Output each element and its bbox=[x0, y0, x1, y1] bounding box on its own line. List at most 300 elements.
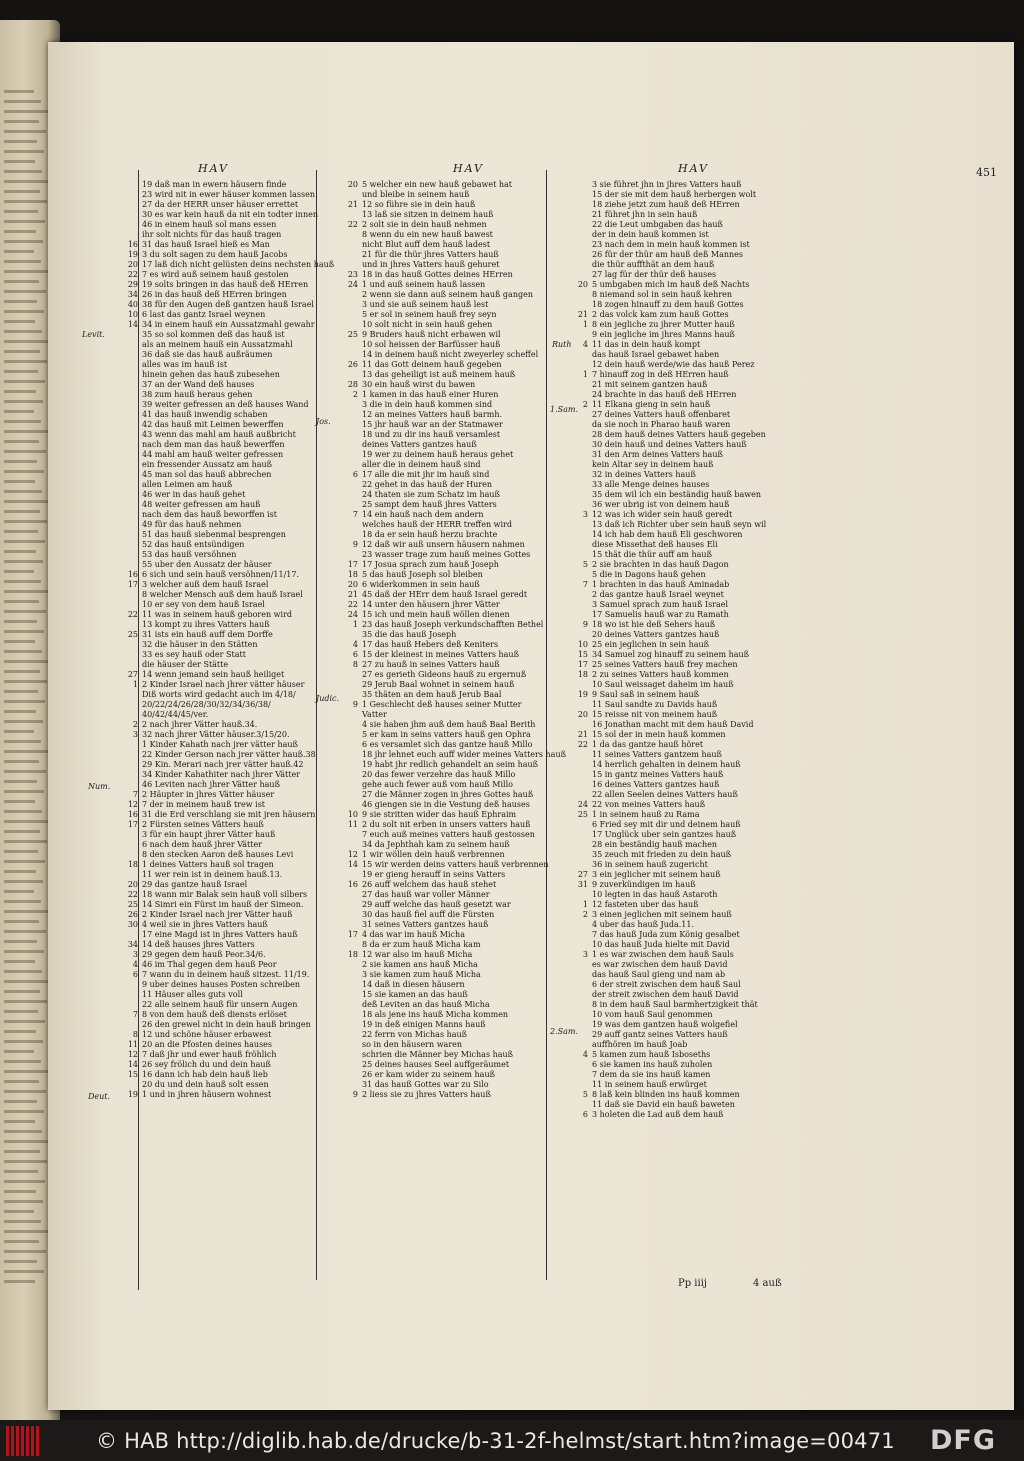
facing-page-text-line bbox=[4, 830, 40, 833]
index-entry bbox=[568, 270, 766, 280]
chapter-number: 7 bbox=[132, 1010, 138, 1019]
entry-text: 11 wer rein ist in deinem hauß.13. bbox=[142, 870, 283, 879]
entry-text: 6 sich und sein hauß versöhnen/11/17. bbox=[142, 570, 299, 579]
entry-text: 8 ein jegliche zu jhrer Mutter hauß bbox=[592, 320, 735, 329]
entry-text: 37 an der Wand deß hauses bbox=[142, 380, 255, 389]
chapter-number: 25 bbox=[347, 330, 358, 339]
facing-page-text-line bbox=[4, 1080, 39, 1083]
index-entry bbox=[338, 360, 566, 370]
index-entry bbox=[568, 860, 766, 870]
index-entry bbox=[338, 450, 566, 460]
margin-label-1sam: 1.Sam. bbox=[550, 405, 579, 414]
facing-page-text-line bbox=[4, 180, 49, 183]
entry-text: es war zwischen dem hauß David bbox=[592, 960, 728, 969]
entry-text: 15 reisse nit von meinem hauß bbox=[592, 710, 718, 719]
entry-text: 2 Kinder Israel nach jrer Vätter hauß bbox=[142, 910, 293, 919]
index-entry bbox=[568, 230, 766, 240]
index-entry bbox=[338, 770, 566, 780]
entry-text: 28 dem hauß deines Vatters hauß gegeben bbox=[592, 430, 766, 439]
index-entry bbox=[118, 860, 334, 870]
facing-page-text-line bbox=[4, 270, 48, 273]
facing-page-text-line bbox=[4, 510, 40, 513]
index-entry bbox=[338, 930, 566, 940]
facing-page-text-line bbox=[4, 1050, 34, 1053]
entry-text: 27 da der HERR unser häuser errettet bbox=[142, 200, 299, 209]
facing-page-text-line bbox=[4, 1010, 38, 1013]
footer-bar bbox=[0, 1420, 1024, 1461]
facing-page-text-line bbox=[4, 850, 38, 853]
facing-page-text-line bbox=[4, 190, 40, 193]
entry-text: 31 die Erd verschlang sie mit jren häusern bbox=[142, 810, 316, 819]
index-entry bbox=[568, 1030, 766, 1040]
entry-text: 3 für ein haupt jhrer Vätter hauß bbox=[142, 830, 276, 839]
facing-page-text-line bbox=[4, 1120, 35, 1123]
entry-text: 6 der streit zwischen dem hauß Saul bbox=[592, 980, 741, 989]
index-entry bbox=[568, 310, 766, 320]
entry-text: 35 dem wil ich ein beständig hauß bawen bbox=[592, 490, 761, 499]
chapter-number: 3 bbox=[132, 950, 138, 959]
entry-text: 6 sie kamen ins hauß zuholen bbox=[592, 1060, 713, 1069]
index-entry bbox=[118, 200, 334, 210]
entry-text: 22 alle seinem hauß für unsern Augen bbox=[142, 1000, 298, 1009]
entry-text: 32 in deines Vatters hauß bbox=[592, 470, 696, 479]
entry-text: 19 daß man in ewern häusern finde bbox=[142, 180, 287, 189]
entry-text: 10 Saul weissaget daheim im hauß bbox=[592, 680, 734, 689]
index-entry bbox=[568, 210, 766, 220]
entry-text: 3 du solt sagen zu dem hauß Jacobs bbox=[142, 250, 288, 259]
index-entry bbox=[568, 790, 766, 800]
entry-text: nach dem das hauß beworffen ist bbox=[142, 510, 277, 519]
index-entry bbox=[568, 700, 766, 710]
entry-text: 15 in gantz meines Vatters hauß bbox=[592, 770, 724, 779]
entry-text: 38 zum hauß heraus gehen bbox=[142, 390, 253, 399]
index-entry bbox=[118, 1070, 334, 1080]
chapter-number: 1 bbox=[582, 900, 588, 909]
index-entry bbox=[338, 1070, 566, 1080]
entry-text: 3 die in dein hauß kommen sind bbox=[362, 400, 493, 409]
index-entry bbox=[568, 670, 766, 680]
index-entry bbox=[338, 310, 566, 320]
chapter-number: 24 bbox=[347, 610, 358, 619]
margin-label-levit: Levit. bbox=[82, 330, 105, 339]
index-entry bbox=[338, 780, 566, 790]
index-entry bbox=[118, 450, 334, 460]
chapter-number: 26 bbox=[127, 910, 138, 919]
copyright-url[interactable]: © HAB http://diglib.hab.de/drucke/b-31-2f-helmst/start.htm?image=00471 bbox=[96, 1429, 895, 1453]
index-entry bbox=[338, 1020, 566, 1030]
facing-page-text-line bbox=[4, 1230, 48, 1233]
index-entry bbox=[568, 960, 766, 970]
index-entry bbox=[338, 1050, 566, 1060]
index-entry bbox=[568, 1100, 766, 1110]
entry-text: 8 von dem hauß deß diensts erlöset bbox=[142, 1010, 287, 1019]
chapter-number: 19 bbox=[127, 250, 138, 259]
index-entry bbox=[118, 560, 334, 570]
index-entry bbox=[118, 340, 334, 350]
index-entry bbox=[568, 680, 766, 690]
entry-text: 3 sie führet jhn in jhres Vatters hauß bbox=[592, 180, 742, 189]
entry-text: 25 deines hauses Seel auffgeräumet bbox=[362, 1060, 510, 1069]
index-entry bbox=[118, 880, 334, 890]
entry-text: der streit zwischen dem hauß David bbox=[592, 990, 739, 999]
entry-text: 2 sie brachten in das hauß Dagon bbox=[592, 560, 729, 569]
index-entry bbox=[568, 300, 766, 310]
entry-text: das hauß Saul gieng und nam ab bbox=[592, 970, 726, 979]
facing-page-text-line bbox=[4, 890, 34, 893]
index-entry bbox=[338, 320, 566, 330]
entry-text: 20 du und dein hauß solt essen bbox=[142, 1080, 269, 1089]
index-entry bbox=[568, 430, 766, 440]
facing-page-text-line bbox=[4, 1210, 34, 1213]
entry-text: 17 das hauß Hebers deß Keniters bbox=[362, 640, 499, 649]
index-entry bbox=[338, 860, 566, 870]
index-entry bbox=[568, 840, 766, 850]
facing-page-text-line bbox=[4, 300, 37, 303]
entry-text: 11 Saul sandte zu Davids hauß bbox=[592, 700, 718, 709]
entry-text: 29 auff welche das hauß gesetzt war bbox=[362, 900, 511, 909]
entry-text: 12 daß wir auß unsern häusern nahmen bbox=[362, 540, 525, 549]
facing-page-text-line bbox=[4, 900, 41, 903]
facing-page-text-line bbox=[4, 1160, 47, 1163]
index-entry bbox=[568, 390, 766, 400]
chapter-number: 25 bbox=[127, 900, 138, 909]
index-entry bbox=[118, 530, 334, 540]
facing-page-text-line bbox=[4, 410, 34, 413]
entry-text: 1 brachten in das hauß Aminadab bbox=[592, 580, 730, 589]
facing-page-text-line bbox=[4, 490, 42, 493]
facing-page-text-line bbox=[4, 370, 38, 373]
index-entry bbox=[338, 340, 566, 350]
entry-text: 1 es war zwischen dem hauß Sauls bbox=[592, 950, 734, 959]
chapter-number: 22 bbox=[127, 270, 138, 279]
chapter-number: 7 bbox=[582, 580, 588, 589]
index-entry bbox=[118, 330, 334, 340]
index-entry bbox=[568, 600, 766, 610]
facing-page-text-line bbox=[4, 990, 40, 993]
index-entry bbox=[338, 980, 566, 990]
facing-page-text-line bbox=[4, 800, 35, 803]
index-entry bbox=[118, 1050, 334, 1060]
facing-page-text-line bbox=[4, 640, 35, 643]
index-entry bbox=[118, 460, 334, 470]
entry-text: 14 unter den häusern jhrer Vätter bbox=[362, 600, 500, 609]
facing-page-text-line bbox=[4, 580, 41, 583]
folio-number: 451 bbox=[976, 166, 997, 179]
entry-text: 23 nach dem in mein hauß kommen ist bbox=[592, 240, 750, 249]
chapter-number: 5 bbox=[582, 1090, 588, 1099]
entry-text: 32 nach jhrer Vätter häuser.3/15/20. bbox=[142, 730, 290, 739]
entry-text: aller die in deinem hauß sind bbox=[362, 460, 481, 469]
facing-page-text-line bbox=[4, 140, 37, 143]
index-entry bbox=[568, 930, 766, 940]
entry-text: 15 thät die thür auff am hauß bbox=[592, 550, 712, 559]
facing-page-text-line bbox=[4, 610, 46, 613]
index-entry bbox=[338, 510, 566, 520]
facing-page-text-line bbox=[4, 870, 36, 873]
index-entry bbox=[118, 430, 334, 440]
chapter-number: 12 bbox=[127, 800, 138, 809]
index-entry bbox=[338, 210, 566, 220]
chapter-number: 6 bbox=[132, 970, 138, 979]
chapter-number: 9 bbox=[352, 700, 358, 709]
index-entry bbox=[568, 1010, 766, 1020]
facing-page-text-line bbox=[4, 920, 39, 923]
facing-page-text-line bbox=[4, 450, 46, 453]
entry-text: 2 das gantze hauß Israel weynet bbox=[592, 590, 724, 599]
chapter-number: 2 bbox=[582, 400, 588, 409]
index-entry bbox=[338, 1060, 566, 1070]
entry-text: 30 das hauß fiel auff die Fürsten bbox=[362, 910, 495, 919]
index-entry bbox=[568, 440, 766, 450]
chapter-number: 3 bbox=[132, 730, 138, 739]
entry-text: da sie noch in Pharao hauß waren bbox=[592, 420, 731, 429]
index-entry bbox=[338, 280, 566, 290]
chapter-number: 2 bbox=[352, 390, 358, 399]
entry-text: 34 Samuel zog hinauff zu seinem hauß bbox=[592, 650, 749, 659]
entry-text: 31 das hauß Israel hieß es Man bbox=[142, 240, 270, 249]
chapter-number: 17 bbox=[127, 580, 138, 589]
chapter-number: 14 bbox=[127, 1060, 138, 1069]
index-entry bbox=[568, 660, 766, 670]
index-entry bbox=[568, 650, 766, 660]
index-entry bbox=[338, 330, 566, 340]
entry-text: 19 wer zu deinem hauß heraus gehet bbox=[362, 450, 514, 459]
entry-text: 26 auff welchem das hauß stehet bbox=[362, 880, 497, 889]
entry-text: 44 mahl am hauß weiter gefressen bbox=[142, 450, 284, 459]
entry-text: 18 und zu dir ins hauß versamlest bbox=[362, 430, 501, 439]
index-entry bbox=[338, 240, 566, 250]
entry-text: 31 seines Vatters gantzes hauß bbox=[362, 920, 489, 929]
index-entry bbox=[338, 1040, 566, 1050]
entry-text: welches hauß der HERR treffen wird bbox=[362, 520, 512, 529]
index-entry bbox=[118, 290, 334, 300]
facing-page-text-line bbox=[4, 570, 34, 573]
index-entry bbox=[338, 180, 566, 190]
index-entry bbox=[338, 520, 566, 530]
index-entry bbox=[118, 410, 334, 420]
chapter-number: 20 bbox=[127, 880, 138, 889]
facing-page-text-line bbox=[4, 1070, 48, 1073]
facing-page-text-line bbox=[4, 1030, 36, 1033]
index-entry bbox=[338, 690, 566, 700]
index-entry bbox=[338, 530, 566, 540]
index-entry bbox=[568, 640, 766, 650]
entry-text: 8 niemand sol in sein hauß kehren bbox=[592, 290, 733, 299]
entry-text: 27 zu hauß in seines Vatters hauß bbox=[362, 660, 500, 669]
index-entry bbox=[338, 470, 566, 480]
entry-text: 11 das Gott deinem hauß gegeben bbox=[362, 360, 502, 369]
entry-text: 3 ein jeglicher mit seinem hauß bbox=[592, 870, 721, 879]
index-entry bbox=[338, 1000, 566, 1010]
facing-page-text-line bbox=[4, 1130, 42, 1133]
index-entry bbox=[338, 720, 566, 730]
index-entry bbox=[338, 730, 566, 740]
index-entry bbox=[568, 980, 766, 990]
index-entry bbox=[338, 260, 566, 270]
index-entry bbox=[338, 620, 566, 630]
entry-text: 31 den Arm deines Vatters hauß bbox=[592, 450, 723, 459]
index-entry bbox=[568, 450, 766, 460]
logo-bar bbox=[31, 1426, 34, 1456]
entry-text: und bleibe in seinem hauß bbox=[362, 190, 470, 199]
chapter-number: 17 bbox=[577, 660, 588, 669]
entry-text: 29 das gantze hauß Israel bbox=[142, 880, 248, 889]
facing-page-text-line bbox=[4, 1150, 40, 1153]
index-entry bbox=[568, 1040, 766, 1050]
facing-page-text-line bbox=[4, 240, 43, 243]
index-entry bbox=[568, 720, 766, 730]
facing-page-text-line bbox=[4, 720, 43, 723]
facing-page-text-line bbox=[4, 230, 36, 233]
entry-text: 12 war also im hauß Micha bbox=[362, 950, 473, 959]
entry-text: 19 habt jhr redlich gehandelt an seim hauß bbox=[362, 760, 539, 769]
facing-page-text-line bbox=[4, 970, 42, 973]
entry-text: 35 die das hauß Joseph bbox=[362, 630, 457, 639]
entry-text: 4 sie haben jhm auß dem hauß Baal Berith bbox=[362, 720, 536, 729]
chapter-number: 7 bbox=[132, 790, 138, 799]
margin-label-num: Num. bbox=[88, 782, 111, 791]
index-entry bbox=[338, 740, 566, 750]
facing-page-text-line bbox=[4, 1260, 37, 1263]
chapter-number: 40 bbox=[127, 300, 138, 309]
entry-text: deines Vatters gantzes hauß bbox=[362, 440, 477, 449]
index-entry bbox=[338, 500, 566, 510]
index-entry bbox=[568, 880, 766, 890]
index-entry bbox=[338, 560, 566, 570]
entry-text: 26 sey frölich du und dein hauß bbox=[142, 1060, 271, 1069]
facing-page-text-line bbox=[4, 280, 39, 283]
entry-text: 41 das hauß inwendig schaben bbox=[142, 410, 268, 419]
chapter-number: 8 bbox=[132, 1030, 138, 1039]
index-entry bbox=[568, 590, 766, 600]
index-entry bbox=[118, 470, 334, 480]
facing-page-text-line bbox=[4, 470, 44, 473]
chapter-number: 10 bbox=[577, 640, 588, 649]
facing-page-text-line bbox=[4, 750, 48, 753]
facing-page-text-line bbox=[4, 1220, 41, 1223]
index-entry bbox=[118, 990, 334, 1000]
entry-text: 9 Saul saß in seinem hauß bbox=[592, 690, 699, 699]
entry-text: 22 allen Seelen deines Vatters hauß bbox=[592, 790, 738, 799]
entry-text: 12 fasteten uber das hauß bbox=[592, 900, 699, 909]
index-entry bbox=[568, 470, 766, 480]
entry-text: 46 giengen sie in die Vestung deß hauses bbox=[362, 800, 530, 809]
facing-page-text-line bbox=[4, 550, 36, 553]
index-entry bbox=[338, 820, 566, 830]
entry-text: 10 sol heissen der Barfüsser hauß bbox=[362, 340, 501, 349]
entry-text: 46 in einem hauß sol mans essen bbox=[142, 220, 277, 229]
index-entry bbox=[338, 760, 566, 770]
entry-text: 25 seines Vatters hauß frey machen bbox=[592, 660, 738, 669]
index-entry bbox=[338, 940, 566, 950]
index-entry bbox=[568, 780, 766, 790]
index-entry bbox=[118, 480, 334, 490]
index-entry bbox=[568, 220, 766, 230]
index-entry bbox=[338, 900, 566, 910]
entry-text: die thür auffthät an dem hauß bbox=[592, 260, 715, 269]
entry-text: 25 sampt dem hauß jhres Vatters bbox=[362, 500, 497, 509]
index-entry bbox=[118, 380, 334, 390]
entry-text: 5 die in Dagons hauß gehen bbox=[592, 570, 706, 579]
entry-text: 5 umbgaben mich im hauß deß Nachts bbox=[592, 280, 750, 289]
entry-text: der in dein hauß kommen ist bbox=[592, 230, 709, 239]
index-entry bbox=[118, 1080, 334, 1090]
margin-label-judic: Judic. bbox=[316, 694, 340, 703]
index-entry bbox=[568, 730, 766, 740]
facing-page-text-line bbox=[4, 840, 47, 843]
entry-text: nach dem man das hauß bewerffen bbox=[142, 440, 285, 449]
entry-text: 19 in deß einigen Manns hauß bbox=[362, 1020, 486, 1029]
entry-text: 2 wenn sie dann auß seinem hauß gangen bbox=[362, 290, 533, 299]
index-entry bbox=[118, 250, 334, 260]
index-entry bbox=[118, 810, 334, 820]
entry-text: 19 er gieng herauff in seins Vatters bbox=[362, 870, 506, 879]
index-entry bbox=[338, 270, 566, 280]
index-entry bbox=[118, 750, 334, 760]
entry-text: 11 Häuser alles guts voll bbox=[142, 990, 243, 999]
entry-text: 27 die Männer zogen in jhres Gottes hauß bbox=[362, 790, 534, 799]
index-entry bbox=[568, 1050, 766, 1060]
chapter-number: 1 bbox=[582, 320, 588, 329]
index-entry bbox=[338, 410, 566, 420]
index-entry bbox=[118, 270, 334, 280]
entry-text: 25 ein jeglichen in sein hauß bbox=[592, 640, 709, 649]
chapter-number: 10 bbox=[127, 310, 138, 319]
facing-page-text-line bbox=[4, 790, 44, 793]
index-entry bbox=[118, 820, 334, 830]
entry-text: 20 an die Pfosten deines hauses bbox=[142, 1040, 273, 1049]
entry-text: ihr solt nichts für das hauß tragen bbox=[142, 230, 282, 239]
entry-text: 9 sie stritten wider das hauß Ephraim bbox=[362, 810, 517, 819]
margin-label-deut: Deut. bbox=[88, 1092, 111, 1101]
facing-page-text-line bbox=[4, 1180, 45, 1183]
index-entry bbox=[118, 910, 334, 920]
chapter-number: 16 bbox=[127, 570, 138, 579]
chapter-number: 20 bbox=[347, 580, 358, 589]
facing-page-text-line bbox=[4, 1140, 49, 1143]
index-entry bbox=[568, 320, 766, 330]
chapter-number: 34 bbox=[127, 290, 138, 299]
chapter-number: 17 bbox=[347, 930, 358, 939]
entry-text: 18 wann mir Balak sein hauß voll silbers bbox=[142, 890, 308, 899]
entry-text: 16 dann ich hab dein hauß lieb bbox=[142, 1070, 268, 1079]
entry-text: 7 hinauff zog in deß HErren hauß bbox=[592, 370, 729, 379]
entry-text: 52 das hauß entsündigen bbox=[142, 540, 245, 549]
chapter-number: 17 bbox=[127, 820, 138, 829]
index-entry bbox=[338, 670, 566, 680]
chapter-number: 20 bbox=[577, 280, 588, 289]
chapter-number: 21 bbox=[577, 310, 588, 319]
entry-text: 18 als jene ins hauß Micha kommen bbox=[362, 1010, 509, 1019]
chapter-number: 8 bbox=[352, 660, 358, 669]
chapter-number: 9 bbox=[352, 540, 358, 549]
entry-text: 18 wo ist hie deß Sehers hauß bbox=[592, 620, 716, 629]
index-entry bbox=[118, 1030, 334, 1040]
entry-text: 7 der in meinem hauß trew ist bbox=[142, 800, 266, 809]
entry-text: 1 da das gantze hauß höret bbox=[592, 740, 704, 749]
index-entry bbox=[338, 190, 566, 200]
index-entry bbox=[568, 520, 766, 530]
chapter-number: 11 bbox=[127, 1040, 138, 1049]
entry-text: 8 den stecken Aaron deß hauses Levi bbox=[142, 850, 294, 859]
index-entry bbox=[338, 350, 566, 360]
entry-text: 14 wenn jemand sein hauß heiliget bbox=[142, 670, 285, 679]
entry-text: 6 es versamlet sich das gantze hauß Millo bbox=[362, 740, 533, 749]
entry-text: 29 gegen dem hauß Peor.34/6. bbox=[142, 950, 266, 959]
entry-text: 33 es sey hauß oder Statt bbox=[142, 650, 246, 659]
index-entry bbox=[118, 1020, 334, 1030]
entry-text: 17 eine Magd ist in jhres Vatters hauß bbox=[142, 930, 298, 939]
